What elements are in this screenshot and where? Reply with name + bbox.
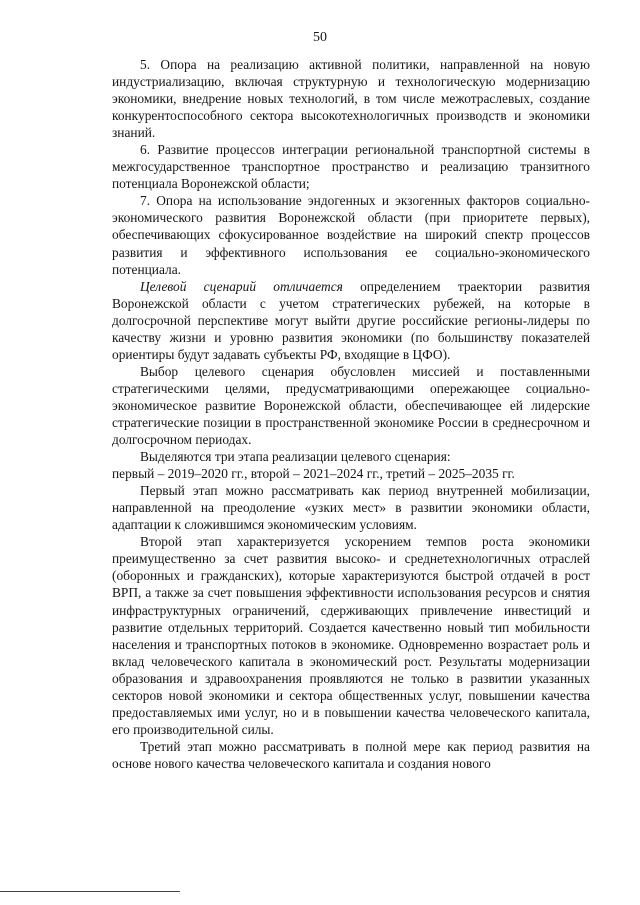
paragraph-stages-intro: Выделяются три этапа реализации целевого сценария: [140,449,451,465]
paragraph-stage-three: Третий этап можно рассматривать в полной мере как период развития на основе нового качества человеческого капитала и создания нового [112,738,590,771]
body-text [112,56,590,772]
paragraph-item-6: 6. Развитие процессов интеграции региональной транспортной системы в межгосударственное транспортное пространство и реализацию транзитного потенциала Воронежской области; [112,142,590,192]
paragraph-stages-years: первый – 2019–2020 гг., второй – 2021–2024 гг., третий – 2025–2035 гг. [112,466,515,482]
paragraph-stage-two: Второй этап характеризуется ускорением темпов роста экономики преимущественно за счет развития высоко- и среднетехнологичных отраслей (оборонных и гражданских), которые характеризуются быстрой отдачей в рост ВРП, а также за счет повышения эффективности использования ресурсов и снятия инфраструктурных ограничений, сдерживающих привлечение инвестиций и развитие отдельных территорий. Создается качественно новый тип мобильности населения и транспортных потоков в экономике. Одновременно возрастает роль и вклад человеческого капитала в экономический рост. Результаты модернизации образования и здравоохранения проявляются не только в развитии указанных секторов новой экономики и сектора общественных услуг, повышении качества предоставляемых ими услуг, но и в повышении качества человеческого капитала, его производительной силы. [112,534,590,737]
paragraph-stage-one: Первый этап можно рассматривать как период внутренней мобилизации, направленной на преодоление «узких мест» в развитии экономики области, адаптации к сложившимся экономическим условиям. [112,483,590,533]
footer-divider [0,891,180,892]
paragraph-scenario-choice: Выбор целевого сценария обусловлен миссией и поставленными стратегическими целями, предусматривающими опережающее социально-экономическое развитие Воронежской области, обеспечивающее ей лидерские стратегические позиции в пространственной экономике России в среднесрочном и долгосрочном периодах. [112,363,590,448]
paragraph-item-5: 5. Опора на реализацию активной политики, направленной на новую индустриализацию, включая структурную и технологическую модернизацию экономики, внедрение новых технологий, в том числе межотраслевых, создание конкурентоспособного сектора высокотехнологичных производств и экономики знаний. [112,57,590,141]
emphasis-target-scenario: Целевой сценарий отличается [140,278,343,294]
paragraph-item-7: 7. Опора на использование эндогенных и экзогенных факторов социально-экономического развития Воронежской области (при приоритете первых), обеспечивающих сфокусированное воздействие на широкий спектр процессов развития и эффективного использования ее социально-экономического потенциала. [112,193,590,277]
paragraph-target-scenario: Целевой сценарий отличается определением траектории развития Воронежской области с учетом стратегических рубежей, на которые в долгосрочной перспективе могут выйти другие российские регионы-лидеры по качеству жизни и уровню развития экономики (по большинству показателей ориентиры будут задавать субъекты РФ, входящие в ЦФО). [112,278,590,362]
page-number: 50 [313,30,327,45]
